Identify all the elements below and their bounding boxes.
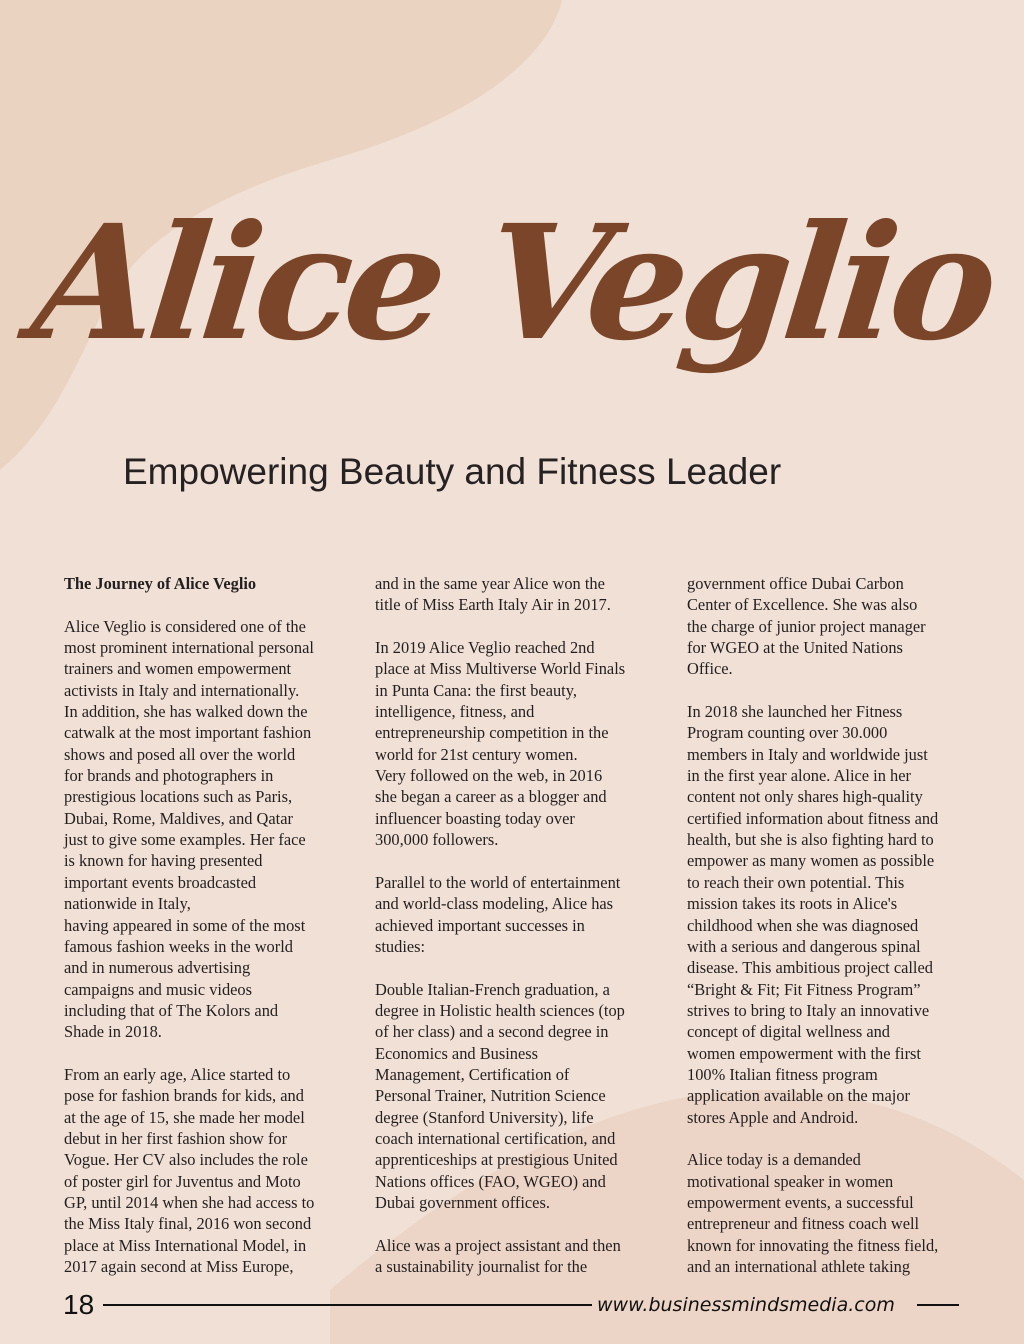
article-title: Alice Veglio [24,191,1000,376]
paragraph: government office Dubai Carbon Center of Excellence. She was also the charge of junior project manager for WGEO at the United Nations Office. [687,574,926,679]
footer-rule-right [917,1304,959,1306]
article-subtitle: Empowering Beauty and Fitness Leader [123,451,782,492]
footer-website-link[interactable]: www.businessmindsmedia.com [597,1294,895,1316]
paragraph: Parallel to the world of entertainment and world-class modeling, Alice has achieved important successes in studies: [375,872,621,956]
paragraph: Double Italian-French graduation, a degree in Holistic health sciences (top of her class) and a second degree in Economics and Business Management, Certification of Personal Trainer, Nutrition Science degree (Stanford University), life coach international certification, and apprenticeships at prestigious United Nations offices (FAO, WGEO) and Dubai government offices. [375,979,625,1212]
paragraph: Alice today is a demanded motivational speaker in women empowerment events, a successful entrepreneur and fitness coach well known for innovating the fitness field, and an international athlete taking [687,1150,939,1276]
paragraph: Alice Veglio is considered one of the most prominent international personal trainers and women empowerment activists in Italy and internationally. In addition, she has walked down the catwalk at the most important fashion shows and posed all over the world for brands and photographers in prestigious locations such as Paris, Dubai, Rome, Maldives, and Qatar just to give some examples. Her face is known for having presented important events broadcasted nationwide in Italy, having appeared in some of the most famous fashion weeks in the world and in numerous advertising campaigns and music videos including that of The Kolors and Shade in 2018. [64,616,314,1042]
footer-rule-left [103,1304,592,1306]
text-column-3 [687,573,977,1299]
text-column-2 [375,573,665,1299]
text-column-1 [64,573,354,1299]
page-number: 18 [63,1289,95,1320]
paragraph: From an early age, Alice started to pose for fashion brands for kids, and at the age of 15, she made her model debut in her first fashion show for Vogue. Her CV also includes the role of poster girl for Juventus and Moto GP, until 2014 when she had access to the Miss Italy final, 2016 won second place at Miss International Model, in 2017 again second at Miss Europe, [64,1064,315,1276]
paragraph: and in the same year Alice won the title of Miss Earth Italy Air in 2017. [375,574,611,615]
section-heading: The Journey of Alice Veglio [64,574,257,593]
paragraph: In 2019 Alice Veglio reached 2nd place at Miss Multiverse World Finals in Punta Cana: the first beauty, intelligence, fitness, and entrepreneurship competition in the world for 21st century women. Very followed on the web, in 2016 she began a career as a blogger and influencer boasting today over 300,000 followers. [375,638,626,850]
paragraph: In 2018 she launched her Fitness Program counting over 30.000 members in Italy and worldwide just in the first year alone. Alice in her content not only shares high-quality certified information about fitness and health, but she is also fighting hard to empower as many women as possible to reach their own potential. This mission takes its roots in Alice's childhood when she was diagnosed with a serious and dangerous spinal disease. This ambitious project called “Bright & Fit; Fit Fitness Program” strives to bring to Italy an innovative concept of digital wellness and women empowerment with the first 100% Italian fitness program application available on the major stores Apple and Android. [687,702,939,1127]
paragraph: Alice was a project assistant and then a sustainability journalist for the [375,1235,621,1276]
